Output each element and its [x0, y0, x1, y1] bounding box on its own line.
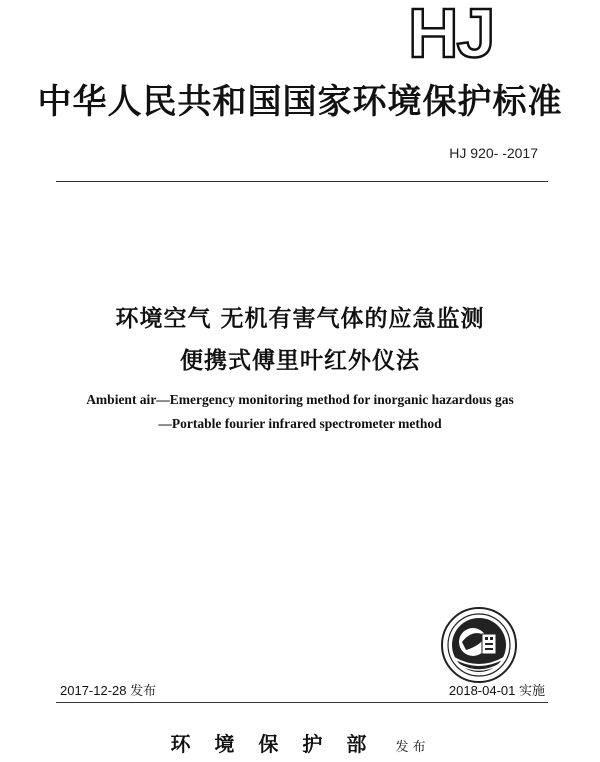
bottom-divider: [56, 702, 548, 703]
issue-label: 发布: [395, 740, 430, 755]
english-title-line-2: —Portable fourier infrared spectrometer method: [158, 416, 442, 431]
issue-date: 2017-12-28 发布: [60, 683, 157, 698]
hj-logo: HJ: [408, 0, 494, 72]
chinese-title-line-2: 便携式傅里叶红外仪法: [180, 348, 420, 374]
implementation-date: 2018-04-01 实施: [448, 683, 545, 698]
issuer-row: [0, 728, 600, 757]
organization-title: 中华人民共和国国家环境保护标准: [37, 82, 563, 122]
publisher-seal-icon: [440, 606, 518, 684]
standard-number: HJ 920- -2017: [449, 145, 538, 161]
top-divider: [56, 181, 548, 182]
issuer-name: 环境保护部: [170, 732, 391, 756]
chinese-title-line-1: 环境空气 无机有害气体的应急监测: [115, 306, 485, 332]
english-title-line-1: Ambient air—Emergency monitoring method for inorganic hazardous gas: [86, 392, 514, 407]
